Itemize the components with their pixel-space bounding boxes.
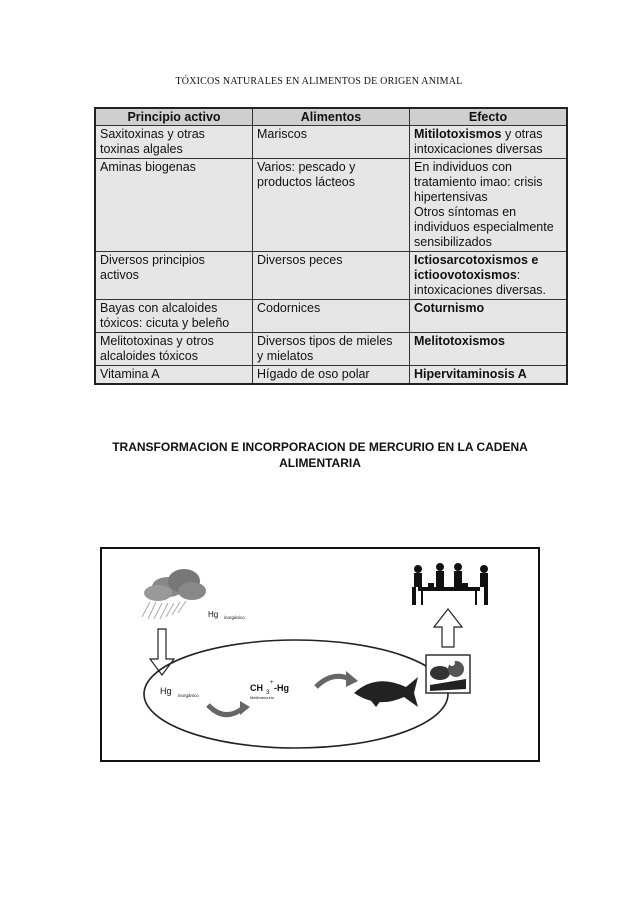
cell-alimentos: Diversos peces — [253, 252, 410, 300]
cell-efecto — [410, 366, 568, 385]
cell-efecto — [410, 126, 568, 159]
hg-top-label: Hg — [208, 610, 219, 619]
ch3-sub: 3 — [266, 690, 270, 696]
hg-left-label: Hg — [160, 686, 172, 696]
column-header-principio: Principio activo — [95, 108, 253, 126]
hg-top-sub: inorgánico — [224, 615, 245, 620]
cell-alimentos: Hígado de oso polar — [253, 366, 410, 385]
efecto-bold: Mitilotoxismos — [414, 127, 502, 141]
cell-alimentos: Codornices — [253, 300, 410, 333]
ch3-hg: -Hg — [274, 683, 289, 693]
cell-efecto — [410, 159, 568, 252]
cell-alimentos: Varios: pescado y productos lácteos — [253, 159, 410, 252]
efecto-bold: Coturnismo — [414, 301, 485, 315]
mercury-diagram — [100, 547, 540, 762]
page-header: TÓXICOS NATURALES EN ALIMENTOS DE ORIGEN ANIMAL — [175, 76, 463, 87]
ch3-sup: + — [270, 680, 274, 686]
efecto-bold: Melitotoxismos — [414, 334, 505, 348]
table-row — [95, 366, 567, 385]
table-row — [95, 333, 567, 366]
efecto-rest: : intoxicaciones diversas. — [414, 268, 547, 297]
table-row — [95, 159, 567, 252]
food-picture-icon — [426, 655, 470, 693]
table-row — [95, 126, 567, 159]
efecto-rest: y otras intoxicaciones diversas — [414, 127, 543, 156]
column-header-alimentos: Alimentos — [253, 108, 410, 126]
cell-principio: Vitamina A — [95, 366, 253, 385]
hg-left-sub: inorgánico — [178, 693, 199, 698]
cell-principio: Saxitoxinas y otras toxinas algales — [95, 126, 253, 159]
cell-alimentos: Mariscos — [253, 126, 410, 159]
toxins-table — [94, 107, 568, 385]
cell-principio: Bayas con alcaloides tóxicos: cicuta y beleño — [95, 300, 253, 333]
ch3-label: CH — [250, 683, 263, 693]
efecto-bold: Ictiosarcotoxismos e ictioovotoxismos — [414, 253, 539, 282]
cell-efecto — [410, 300, 568, 333]
section-title: TRANSFORMACION E INCORPORACION DE MERCURIO EN LA CADENA ALIMENTARIA — [112, 440, 528, 470]
table-row — [95, 252, 567, 300]
cell-principio: Melitotoxinas y otros alcaloides tóxicos — [95, 333, 253, 366]
cell-principio: Aminas biogenas — [95, 159, 253, 252]
cell-principio: Diversos principios activos — [95, 252, 253, 300]
efecto-bold: Hipervitaminosis A — [414, 367, 527, 381]
efecto-rest: En individuos con tratamiento imao: crisis hipertensivas Otros síntomas en individuos especialmente sensibilizados — [414, 160, 554, 249]
ch3-caption: Metilmercurio — [250, 695, 275, 700]
column-header-efecto: Efecto — [410, 108, 568, 126]
cell-efecto — [410, 252, 568, 300]
cell-alimentos: Diversos tipos de mieles y mielatos — [253, 333, 410, 366]
table-header-row — [95, 108, 567, 126]
table-row — [95, 300, 567, 333]
cell-efecto — [410, 333, 568, 366]
